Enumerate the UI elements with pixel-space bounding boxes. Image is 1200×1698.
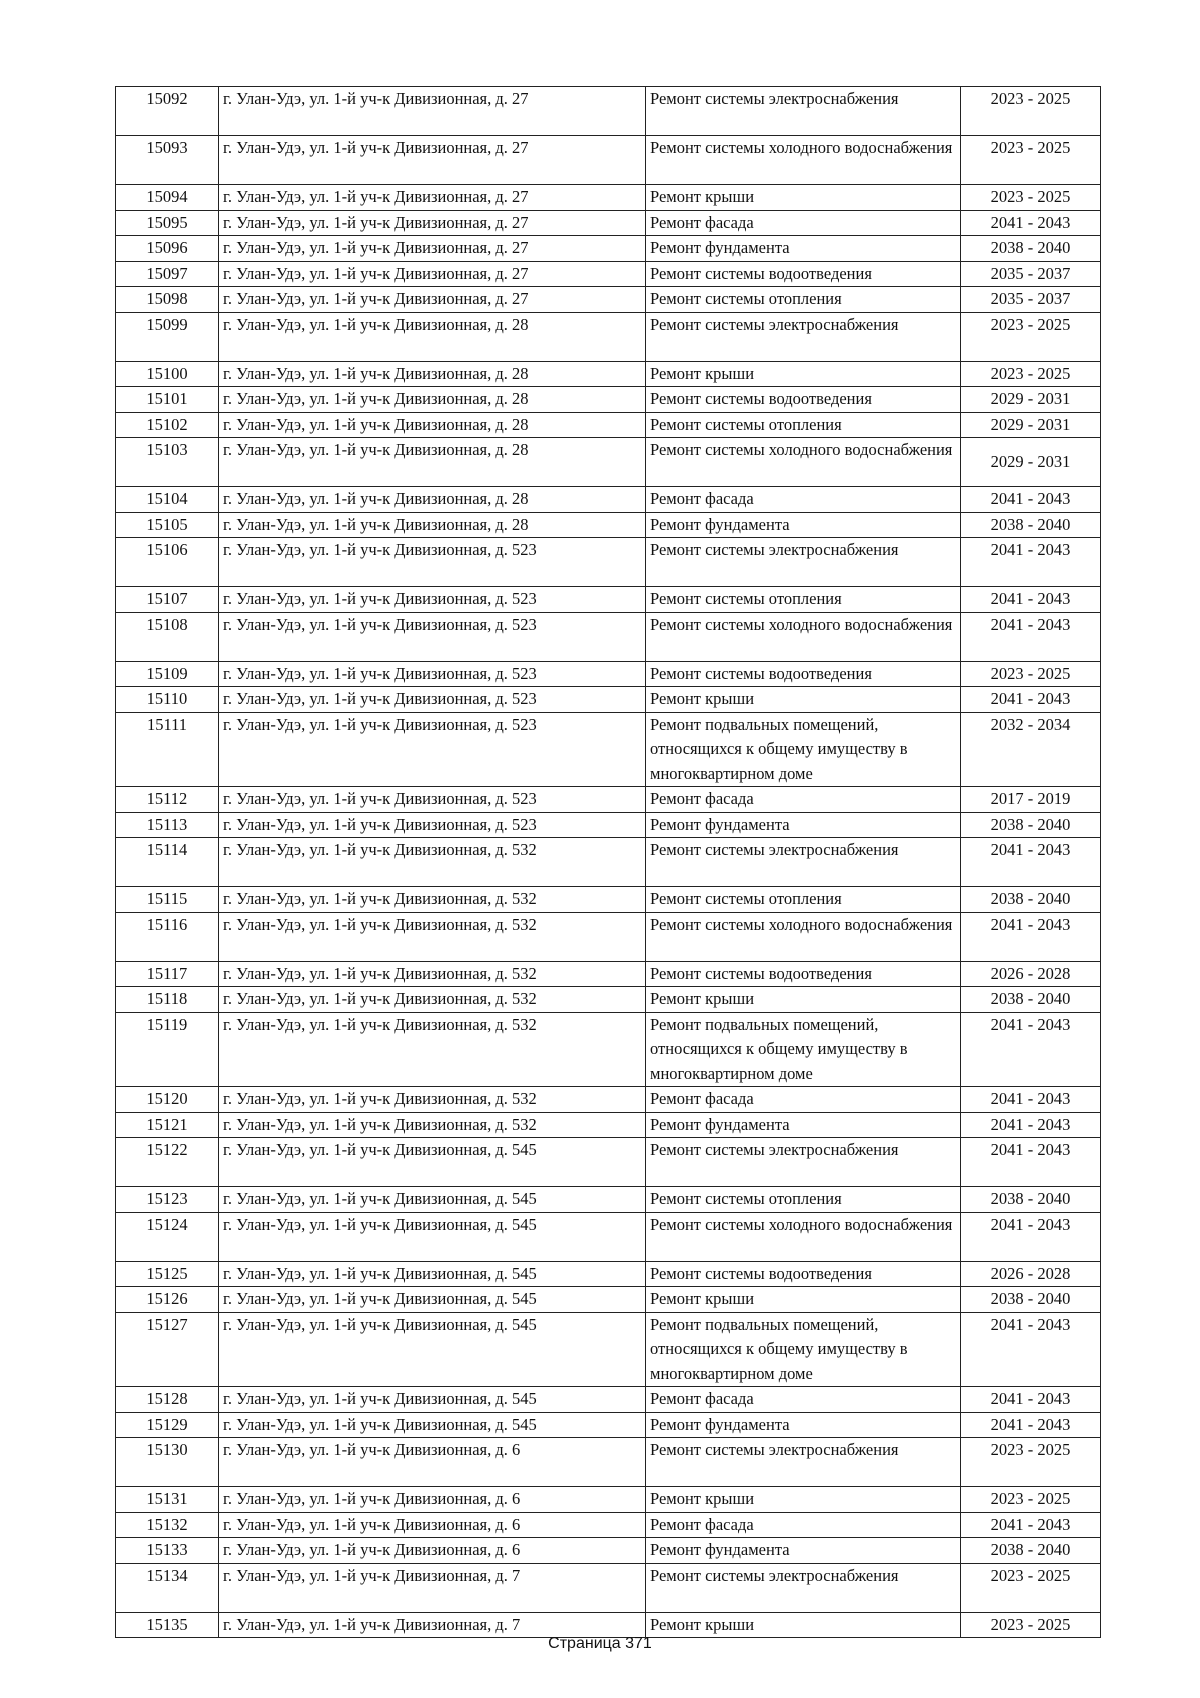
- row-work-type: Ремонт фасада: [646, 1087, 961, 1113]
- row-period: 2032 - 2034: [961, 712, 1101, 787]
- table-row: [116, 912, 1101, 961]
- row-address: г. Улан-Удэ, ул. 1-й уч-к Дивизионная, д. 545: [219, 1187, 646, 1213]
- row-number: 15121: [116, 1112, 219, 1138]
- table-row: [116, 236, 1101, 262]
- row-work-type: Ремонт системы отопления: [646, 587, 961, 613]
- row-period: 2023 - 2025: [961, 661, 1101, 687]
- row-address: г. Улан-Удэ, ул. 1-й уч-к Дивизионная, д. 523: [219, 712, 646, 787]
- row-address: г. Улан-Удэ, ул. 1-й уч-к Дивизионная, д. 28: [219, 512, 646, 538]
- row-number: 15109: [116, 661, 219, 687]
- row-number: 15105: [116, 512, 219, 538]
- row-number: 15106: [116, 538, 219, 587]
- row-address: г. Улан-Удэ, ул. 1-й уч-к Дивизионная, д. 545: [219, 1387, 646, 1413]
- row-address: г. Улан-Удэ, ул. 1-й уч-к Дивизионная, д. 532: [219, 838, 646, 887]
- row-number: 15097: [116, 261, 219, 287]
- row-period: 2035 - 2037: [961, 261, 1101, 287]
- table-row: [116, 1112, 1101, 1138]
- row-number: 15120: [116, 1087, 219, 1113]
- table-row: [116, 1212, 1101, 1261]
- row-address: г. Улан-Удэ, ул. 1-й уч-к Дивизионная, д. 545: [219, 1261, 646, 1287]
- table-row: [116, 1287, 1101, 1313]
- row-address: г. Улан-Удэ, ул. 1-й уч-к Дивизионная, д. 523: [219, 661, 646, 687]
- row-work-type: Ремонт системы электроснабжения: [646, 838, 961, 887]
- row-period: 2023 - 2025: [961, 312, 1101, 361]
- row-period: 2038 - 2040: [961, 887, 1101, 913]
- row-work-type: Ремонт системы отопления: [646, 287, 961, 313]
- row-address: г. Улан-Удэ, ул. 1-й уч-к Дивизионная, д. 545: [219, 1138, 646, 1187]
- table-row: [116, 412, 1101, 438]
- table-row: [116, 312, 1101, 361]
- row-work-type: Ремонт фасада: [646, 487, 961, 513]
- row-period: 2023 - 2025: [961, 185, 1101, 211]
- row-work-type: Ремонт фасада: [646, 1512, 961, 1538]
- row-address: г. Улан-Удэ, ул. 1-й уч-к Дивизионная, д. 532: [219, 961, 646, 987]
- row-period: 2041 - 2043: [961, 1312, 1101, 1387]
- row-address: г. Улан-Удэ, ул. 1-й уч-к Дивизионная, д. 28: [219, 438, 646, 487]
- row-work-type: Ремонт системы водоотведения: [646, 261, 961, 287]
- table-row: [116, 387, 1101, 413]
- row-period: 2041 - 2043: [961, 1212, 1101, 1261]
- table-row: [116, 1612, 1101, 1638]
- table-row: [116, 136, 1101, 185]
- table-body: [116, 87, 1101, 1638]
- row-number: 15126: [116, 1287, 219, 1313]
- row-work-type: Ремонт системы холодного водоснабжения: [646, 1212, 961, 1261]
- row-number: 15114: [116, 838, 219, 887]
- row-period: 2041 - 2043: [961, 538, 1101, 587]
- row-work-type: Ремонт фундамента: [646, 1412, 961, 1438]
- row-number: 15124: [116, 1212, 219, 1261]
- row-address: г. Улан-Удэ, ул. 1-й уч-к Дивизионная, д. 532: [219, 887, 646, 913]
- row-period: 2029 - 2031: [961, 438, 1101, 487]
- row-period: 2041 - 2043: [961, 1012, 1101, 1087]
- row-period: 2041 - 2043: [961, 1112, 1101, 1138]
- row-work-type: Ремонт крыши: [646, 185, 961, 211]
- row-number: 15128: [116, 1387, 219, 1413]
- row-work-type: Ремонт крыши: [646, 687, 961, 713]
- row-period: 2029 - 2031: [961, 387, 1101, 413]
- repair-schedule-table: [115, 86, 1101, 1638]
- table-row: [116, 185, 1101, 211]
- table-row: [116, 1487, 1101, 1513]
- table-row: [116, 687, 1101, 713]
- row-period: 2023 - 2025: [961, 1563, 1101, 1612]
- row-period: 2023 - 2025: [961, 1612, 1101, 1638]
- table-row: [116, 1261, 1101, 1287]
- row-number: 15116: [116, 912, 219, 961]
- row-number: 15101: [116, 387, 219, 413]
- row-work-type: Ремонт системы электроснабжения: [646, 312, 961, 361]
- row-period: 2023 - 2025: [961, 361, 1101, 387]
- row-period: 2026 - 2028: [961, 1261, 1101, 1287]
- row-number: 15103: [116, 438, 219, 487]
- row-number: 15113: [116, 812, 219, 838]
- row-work-type: Ремонт фундамента: [646, 512, 961, 538]
- row-address: г. Улан-Удэ, ул. 1-й уч-к Дивизионная, д. 532: [219, 1012, 646, 1087]
- row-number: 15127: [116, 1312, 219, 1387]
- row-number: 15130: [116, 1438, 219, 1487]
- table-row: [116, 838, 1101, 887]
- row-number: 15131: [116, 1487, 219, 1513]
- row-work-type: Ремонт системы отопления: [646, 1187, 961, 1213]
- row-number: 15117: [116, 961, 219, 987]
- row-period: 2041 - 2043: [961, 587, 1101, 613]
- row-work-type: Ремонт системы электроснабжения: [646, 1438, 961, 1487]
- row-address: г. Улан-Удэ, ул. 1-й уч-к Дивизионная, д. 6: [219, 1512, 646, 1538]
- row-period: 2023 - 2025: [961, 87, 1101, 136]
- row-number: 15112: [116, 787, 219, 813]
- table-row: [116, 1387, 1101, 1413]
- row-address: г. Улан-Удэ, ул. 1-й уч-к Дивизионная, д. 523: [219, 687, 646, 713]
- table-row: [116, 661, 1101, 687]
- row-number: 15134: [116, 1563, 219, 1612]
- row-period: 2038 - 2040: [961, 1287, 1101, 1313]
- row-work-type: Ремонт системы электроснабжения: [646, 1563, 961, 1612]
- row-period: 2041 - 2043: [961, 1387, 1101, 1413]
- table-row: [116, 612, 1101, 661]
- table-row: [116, 1138, 1101, 1187]
- table-row: [116, 1187, 1101, 1213]
- row-period: 2023 - 2025: [961, 1487, 1101, 1513]
- row-address: г. Улан-Удэ, ул. 1-й уч-к Дивизионная, д. 27: [219, 210, 646, 236]
- row-work-type: Ремонт крыши: [646, 1612, 961, 1638]
- row-number: 15094: [116, 185, 219, 211]
- table-row: [116, 1412, 1101, 1438]
- row-work-type: Ремонт фундамента: [646, 812, 961, 838]
- row-period: 2041 - 2043: [961, 1087, 1101, 1113]
- row-period: 2038 - 2040: [961, 1187, 1101, 1213]
- row-number: 15122: [116, 1138, 219, 1187]
- row-period: 2038 - 2040: [961, 812, 1101, 838]
- row-period: 2038 - 2040: [961, 987, 1101, 1013]
- row-address: г. Улан-Удэ, ул. 1-й уч-к Дивизионная, д. 545: [219, 1412, 646, 1438]
- row-address: г. Улан-Удэ, ул. 1-й уч-к Дивизионная, д. 6: [219, 1487, 646, 1513]
- row-address: г. Улан-Удэ, ул. 1-й уч-к Дивизионная, д. 28: [219, 487, 646, 513]
- row-address: г. Улан-Удэ, ул. 1-й уч-к Дивизионная, д. 28: [219, 387, 646, 413]
- table-row: [116, 1012, 1101, 1087]
- row-number: 15135: [116, 1612, 219, 1638]
- table-row: [116, 1438, 1101, 1487]
- table-row: [116, 712, 1101, 787]
- row-work-type: Ремонт системы водоотведения: [646, 661, 961, 687]
- row-number: 15099: [116, 312, 219, 361]
- row-number: 15092: [116, 87, 219, 136]
- row-work-type: Ремонт системы водоотведения: [646, 1261, 961, 1287]
- row-number: 15100: [116, 361, 219, 387]
- row-address: г. Улан-Удэ, ул. 1-й уч-к Дивизионная, д. 6: [219, 1538, 646, 1564]
- row-number: 15110: [116, 687, 219, 713]
- row-period: 2041 - 2043: [961, 1512, 1101, 1538]
- row-address: г. Улан-Удэ, ул. 1-й уч-к Дивизионная, д. 532: [219, 987, 646, 1013]
- table-row: [116, 1312, 1101, 1387]
- row-work-type: Ремонт подвальных помещений, относящихся к общему имуществу в многоквартирном доме: [646, 1312, 961, 1387]
- row-period: 2017 - 2019: [961, 787, 1101, 813]
- row-period: 2023 - 2025: [961, 1438, 1101, 1487]
- row-period: 2041 - 2043: [961, 912, 1101, 961]
- row-period: 2041 - 2043: [961, 687, 1101, 713]
- table-row: [116, 487, 1101, 513]
- row-period: 2023 - 2025: [961, 136, 1101, 185]
- table-row: [116, 1538, 1101, 1564]
- table-row: [116, 210, 1101, 236]
- row-number: 15129: [116, 1412, 219, 1438]
- row-period: 2029 - 2031: [961, 412, 1101, 438]
- row-period: 2041 - 2043: [961, 210, 1101, 236]
- table-row: [116, 261, 1101, 287]
- row-address: г. Улан-Удэ, ул. 1-й уч-к Дивизионная, д. 6: [219, 1438, 646, 1487]
- row-address: г. Улан-Удэ, ул. 1-й уч-к Дивизионная, д. 545: [219, 1312, 646, 1387]
- row-address: г. Улан-Удэ, ул. 1-й уч-к Дивизионная, д. 27: [219, 87, 646, 136]
- row-number: 15093: [116, 136, 219, 185]
- row-address: г. Улан-Удэ, ул. 1-й уч-к Дивизионная, д. 545: [219, 1212, 646, 1261]
- row-work-type: Ремонт крыши: [646, 1487, 961, 1513]
- row-number: 15102: [116, 412, 219, 438]
- table-row: [116, 538, 1101, 587]
- row-number: 15111: [116, 712, 219, 787]
- row-address: г. Улан-Удэ, ул. 1-й уч-к Дивизионная, д. 28: [219, 312, 646, 361]
- row-period: 2038 - 2040: [961, 512, 1101, 538]
- row-address: г. Улан-Удэ, ул. 1-й уч-к Дивизионная, д. 523: [219, 787, 646, 813]
- table-row: [116, 787, 1101, 813]
- row-work-type: Ремонт системы водоотведения: [646, 387, 961, 413]
- row-work-type: Ремонт крыши: [646, 1287, 961, 1313]
- row-period: 2038 - 2040: [961, 1538, 1101, 1564]
- table-row: [116, 1512, 1101, 1538]
- row-address: г. Улан-Удэ, ул. 1-й уч-к Дивизионная, д. 523: [219, 612, 646, 661]
- row-work-type: Ремонт фундамента: [646, 1112, 961, 1138]
- row-work-type: Ремонт системы холодного водоснабжения: [646, 912, 961, 961]
- table-row: [116, 287, 1101, 313]
- row-number: 15107: [116, 587, 219, 613]
- row-work-type: Ремонт фасада: [646, 787, 961, 813]
- table-row: [116, 961, 1101, 987]
- row-number: 15133: [116, 1538, 219, 1564]
- table-row: [116, 587, 1101, 613]
- row-work-type: Ремонт крыши: [646, 361, 961, 387]
- row-address: г. Улан-Удэ, ул. 1-й уч-к Дивизионная, д. 27: [219, 136, 646, 185]
- table-row: [116, 361, 1101, 387]
- row-address: г. Улан-Удэ, ул. 1-й уч-к Дивизионная, д. 7: [219, 1612, 646, 1638]
- row-period: 2035 - 2037: [961, 287, 1101, 313]
- row-work-type: Ремонт фасада: [646, 210, 961, 236]
- row-address: г. Улан-Удэ, ул. 1-й уч-к Дивизионная, д. 28: [219, 361, 646, 387]
- row-address: г. Улан-Удэ, ул. 1-й уч-к Дивизионная, д. 27: [219, 185, 646, 211]
- row-work-type: Ремонт системы водоотведения: [646, 961, 961, 987]
- row-number: 15096: [116, 236, 219, 262]
- table-row: [116, 1087, 1101, 1113]
- row-number: 15098: [116, 287, 219, 313]
- row-period: 2041 - 2043: [961, 487, 1101, 513]
- row-work-type: Ремонт системы отопления: [646, 887, 961, 913]
- row-address: г. Улан-Удэ, ул. 1-й уч-к Дивизионная, д. 532: [219, 1112, 646, 1138]
- row-work-type: Ремонт подвальных помещений, относящихся к общему имуществу в многоквартирном доме: [646, 1012, 961, 1087]
- table-row: [116, 512, 1101, 538]
- row-number: 15104: [116, 487, 219, 513]
- row-number: 15123: [116, 1187, 219, 1213]
- table-row: [116, 87, 1101, 136]
- row-number: 15108: [116, 612, 219, 661]
- row-work-type: Ремонт фундамента: [646, 1538, 961, 1564]
- table-row: [116, 812, 1101, 838]
- row-work-type: Ремонт системы холодного водоснабжения: [646, 136, 961, 185]
- row-work-type: Ремонт фасада: [646, 1387, 961, 1413]
- row-work-type: Ремонт системы холодного водоснабжения: [646, 438, 961, 487]
- row-number: 15118: [116, 987, 219, 1013]
- row-work-type: Ремонт системы электроснабжения: [646, 538, 961, 587]
- row-number: 15115: [116, 887, 219, 913]
- row-work-type: Ремонт фундамента: [646, 236, 961, 262]
- row-work-type: Ремонт подвальных помещений, относящихся к общему имуществу в многоквартирном доме: [646, 712, 961, 787]
- row-address: г. Улан-Удэ, ул. 1-й уч-к Дивизионная, д. 532: [219, 1087, 646, 1113]
- row-period: 2038 - 2040: [961, 236, 1101, 262]
- row-work-type: Ремонт крыши: [646, 987, 961, 1013]
- row-address: г. Улан-Удэ, ул. 1-й уч-к Дивизионная, д. 27: [219, 261, 646, 287]
- row-number: 15132: [116, 1512, 219, 1538]
- table-row: [116, 438, 1101, 487]
- row-period: 2041 - 2043: [961, 1412, 1101, 1438]
- table-row: [116, 887, 1101, 913]
- row-work-type: Ремонт системы электроснабжения: [646, 87, 961, 136]
- row-period: 2041 - 2043: [961, 838, 1101, 887]
- row-number: 15119: [116, 1012, 219, 1087]
- row-period: 2041 - 2043: [961, 1138, 1101, 1187]
- table-row: [116, 1563, 1101, 1612]
- row-address: г. Улан-Удэ, ул. 1-й уч-к Дивизионная, д. 27: [219, 236, 646, 262]
- row-work-type: Ремонт системы электроснабжения: [646, 1138, 961, 1187]
- row-address: г. Улан-Удэ, ул. 1-й уч-к Дивизионная, д. 28: [219, 412, 646, 438]
- table-row: [116, 987, 1101, 1013]
- row-address: г. Улан-Удэ, ул. 1-й уч-к Дивизионная, д. 7: [219, 1563, 646, 1612]
- row-period: 2041 - 2043: [961, 612, 1101, 661]
- row-work-type: Ремонт системы отопления: [646, 412, 961, 438]
- row-period: 2026 - 2028: [961, 961, 1101, 987]
- row-address: г. Улан-Удэ, ул. 1-й уч-к Дивизионная, д. 532: [219, 912, 646, 961]
- row-address: г. Улан-Удэ, ул. 1-й уч-к Дивизионная, д. 27: [219, 287, 646, 313]
- row-number: 15125: [116, 1261, 219, 1287]
- row-address: г. Улан-Удэ, ул. 1-й уч-к Дивизионная, д. 523: [219, 812, 646, 838]
- row-address: г. Улан-Удэ, ул. 1-й уч-к Дивизионная, д. 523: [219, 587, 646, 613]
- row-work-type: Ремонт системы холодного водоснабжения: [646, 612, 961, 661]
- row-address: г. Улан-Удэ, ул. 1-й уч-к Дивизионная, д. 545: [219, 1287, 646, 1313]
- page-number: Страница 371: [548, 1635, 652, 1652]
- row-number: 15095: [116, 210, 219, 236]
- row-address: г. Улан-Удэ, ул. 1-й уч-к Дивизионная, д. 523: [219, 538, 646, 587]
